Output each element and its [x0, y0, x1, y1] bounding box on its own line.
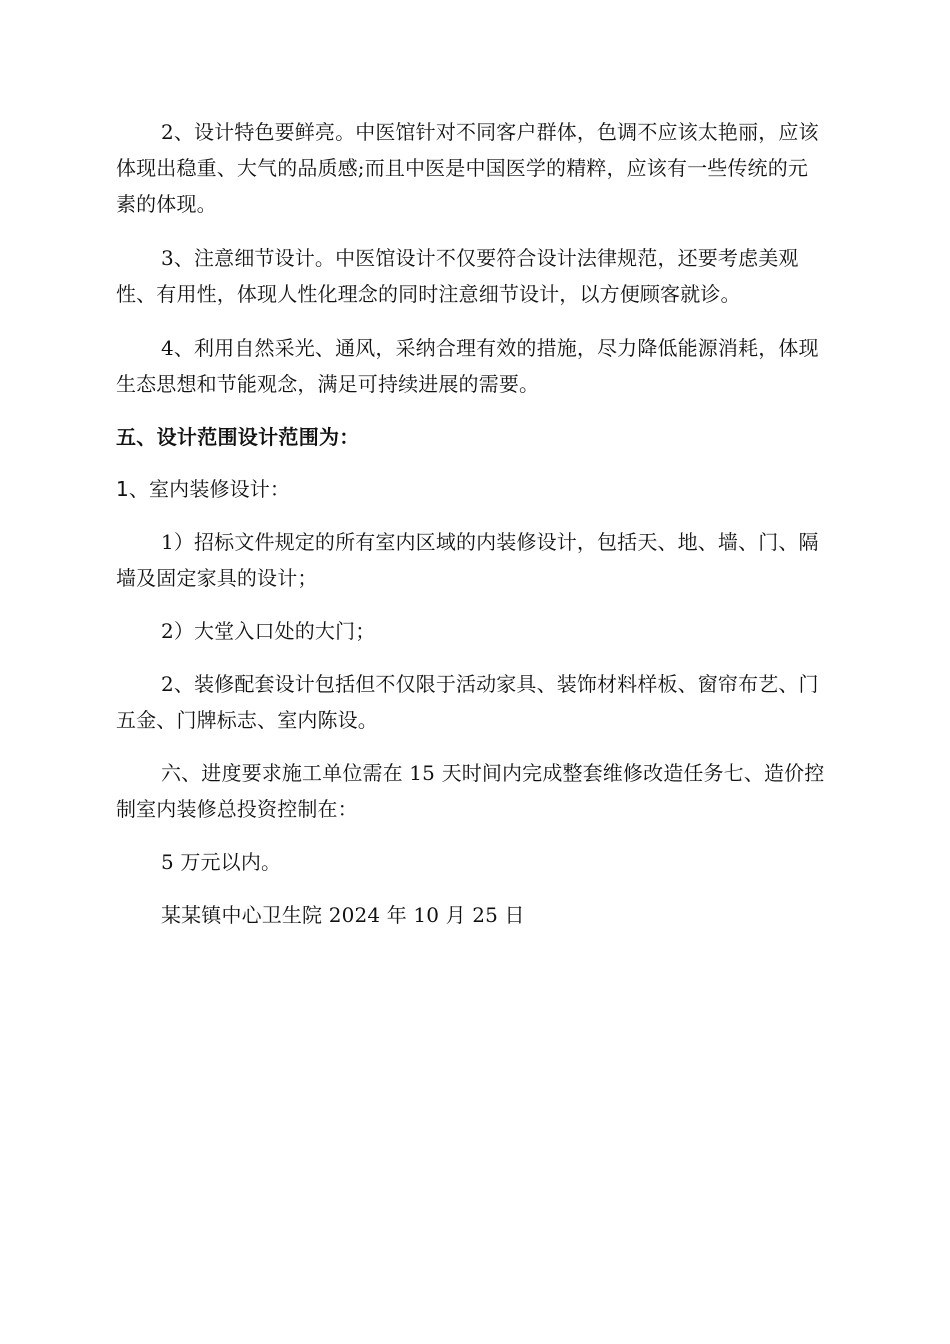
detail-design-paragraph: 3、注意细节设计。中医馆设计不仅要符合设计法律规范，还要考虑美观性、有用性，体现人性化理念的同时注意细节设计，以方便顾客就诊。 — [116, 246, 799, 306]
section-five-heading: 五、设计范围设计范围为： — [116, 425, 360, 449]
energy-saving-paragraph: 4、利用自然采光、通风，采纳合理有效的措施，尽力降低能源消耗，体现生态思想和节能观念，满足可持续进展的需要。 — [116, 336, 819, 396]
interior-design-item-one: 1）招标文件规定的所有室内区域的内装修设计，包括天、地、墙、门、隔墙及固定家具的设计； — [116, 530, 819, 590]
interior-design-item-two: 2）大堂入口处的大门； — [161, 619, 376, 643]
interior-design-heading: 1、室内装修设计： — [116, 477, 291, 501]
supporting-design-paragraph: 2、装修配套设计包括但不仅限于活动家具、装饰材料样板、窗帘布艺、门五金、门牌标志、室内陈设。 — [116, 672, 819, 732]
budget-paragraph: 5 万元以内。 — [161, 850, 282, 874]
document-content — [116, 114, 828, 933]
schedule-cost-paragraph: 六、进度要求施工单位需在 15 天时间内完成整套维修改造任务七、造价控制室内装修总投资控制在： — [116, 761, 825, 821]
signature-date-paragraph: 某某镇中心卫生院 2024 年 10 月 25 日 — [161, 903, 525, 927]
design-feature-paragraph: 2、设计特色要鲜亮。中医馆针对不同客户群体，色调不应该太艳丽，应该体现出稳重、大气的品质感;而且中医是中国医学的精粹，应该有一些传统的元素的体现。 — [116, 120, 819, 216]
